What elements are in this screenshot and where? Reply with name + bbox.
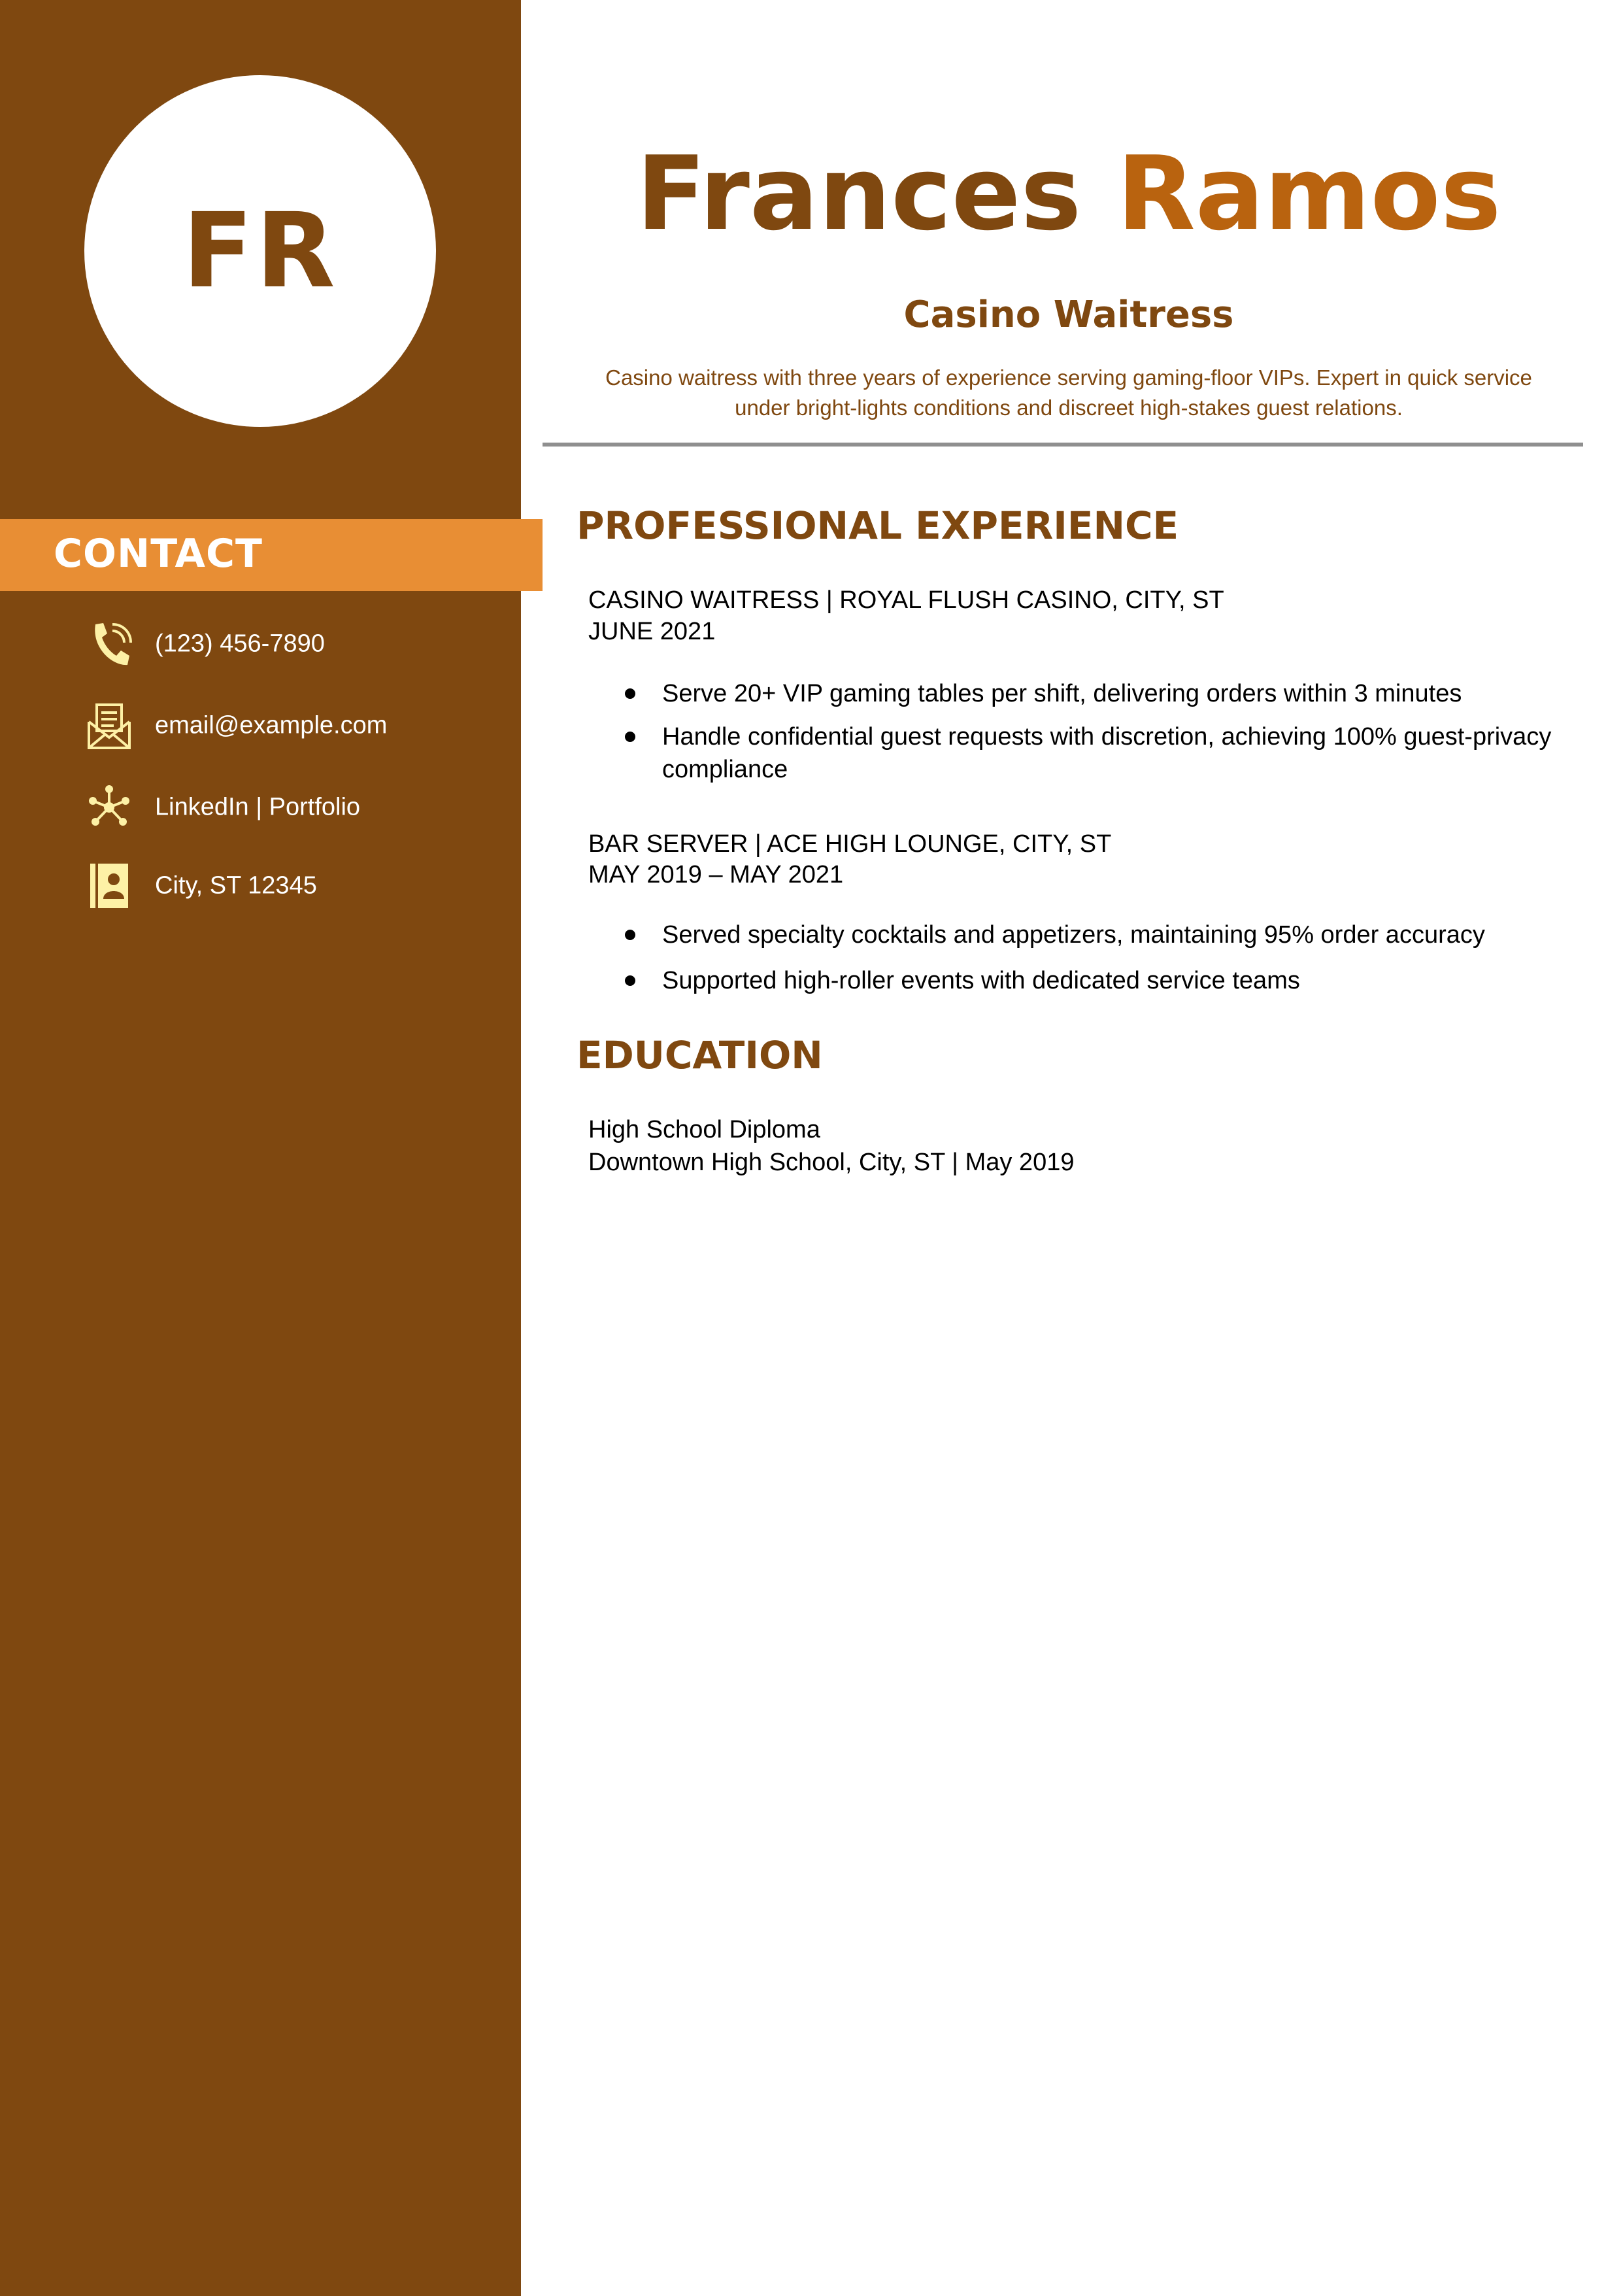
job-1-dates: JUNE 2021 (588, 618, 716, 645)
contact-heading: CONTACT (54, 531, 263, 577)
bullet-text: Handle confidential guest requests with discretion, achieving 100% guest-privacy compliance (662, 723, 1552, 783)
job-1-bullet-2 (662, 720, 1603, 786)
bullet-text: Supported high-roller events with dedicated service teams (662, 967, 1300, 994)
avatar-initials: FR (182, 191, 338, 311)
job-1-title: CASINO WAITRESS | ROYAL FLUSH CASINO, CITY, ST (588, 586, 1224, 614)
contact-phone: (123) 456-7890 (155, 630, 325, 658)
avatar (84, 75, 436, 427)
job-1-bullet-1 (662, 677, 1603, 710)
contact-item-address[interactable] (86, 860, 505, 912)
contact-item-links[interactable] (86, 781, 505, 834)
bullet-text: Serve 20+ VIP gaming tables per shift, delivering orders within 3 minutes (662, 680, 1462, 707)
bullet-dot (625, 688, 635, 699)
bullet-dot (625, 732, 635, 742)
phone-icon (86, 618, 132, 670)
education-school: Downtown High School, City, ST | May 2019 (588, 1149, 1075, 1176)
contact-address: City, ST 12345 (155, 871, 317, 900)
job-2-title: BAR SERVER | ACE HIGH LOUNGE, CITY, ST (588, 830, 1112, 858)
bullet-dot (625, 930, 635, 940)
sidebar (0, 0, 521, 2296)
candidate-name (543, 134, 1595, 253)
bullet-dot (625, 975, 635, 986)
contact-item-phone[interactable] (86, 618, 505, 670)
experience-heading: PROFESSIONAL EXPERIENCE (577, 503, 1179, 548)
job-2-bullet-1 (662, 919, 1603, 951)
contact-item-email[interactable] (86, 700, 505, 752)
job-2-dates: MAY 2019 – MAY 2021 (588, 861, 844, 888)
network-icon (86, 781, 132, 834)
summary: Casino waitress with three years of experience serving gaming-floor VIPs. Expert in quick service under bright-lights conditions and discreet high-stakes guest relations. (605, 365, 1532, 420)
contact-heading-bar (0, 519, 543, 591)
last-name: Ramos (1116, 134, 1501, 253)
job-2-bullet-2 (662, 964, 1603, 997)
first-name: Frances (636, 134, 1082, 253)
job-title-heading: Casino Waitress (903, 294, 1234, 336)
education-heading: EDUCATION (577, 1033, 823, 1077)
contact-links: LinkedIn | Portfolio (155, 793, 361, 821)
address-book-icon (86, 860, 132, 912)
email-icon (86, 700, 132, 752)
bullet-text: Served specialty cocktails and appetizers, maintaining 95% order accuracy (662, 921, 1485, 949)
header-divider (543, 443, 1583, 447)
education-degree: High School Diploma (588, 1116, 820, 1143)
contact-email: email@example.com (155, 711, 388, 739)
